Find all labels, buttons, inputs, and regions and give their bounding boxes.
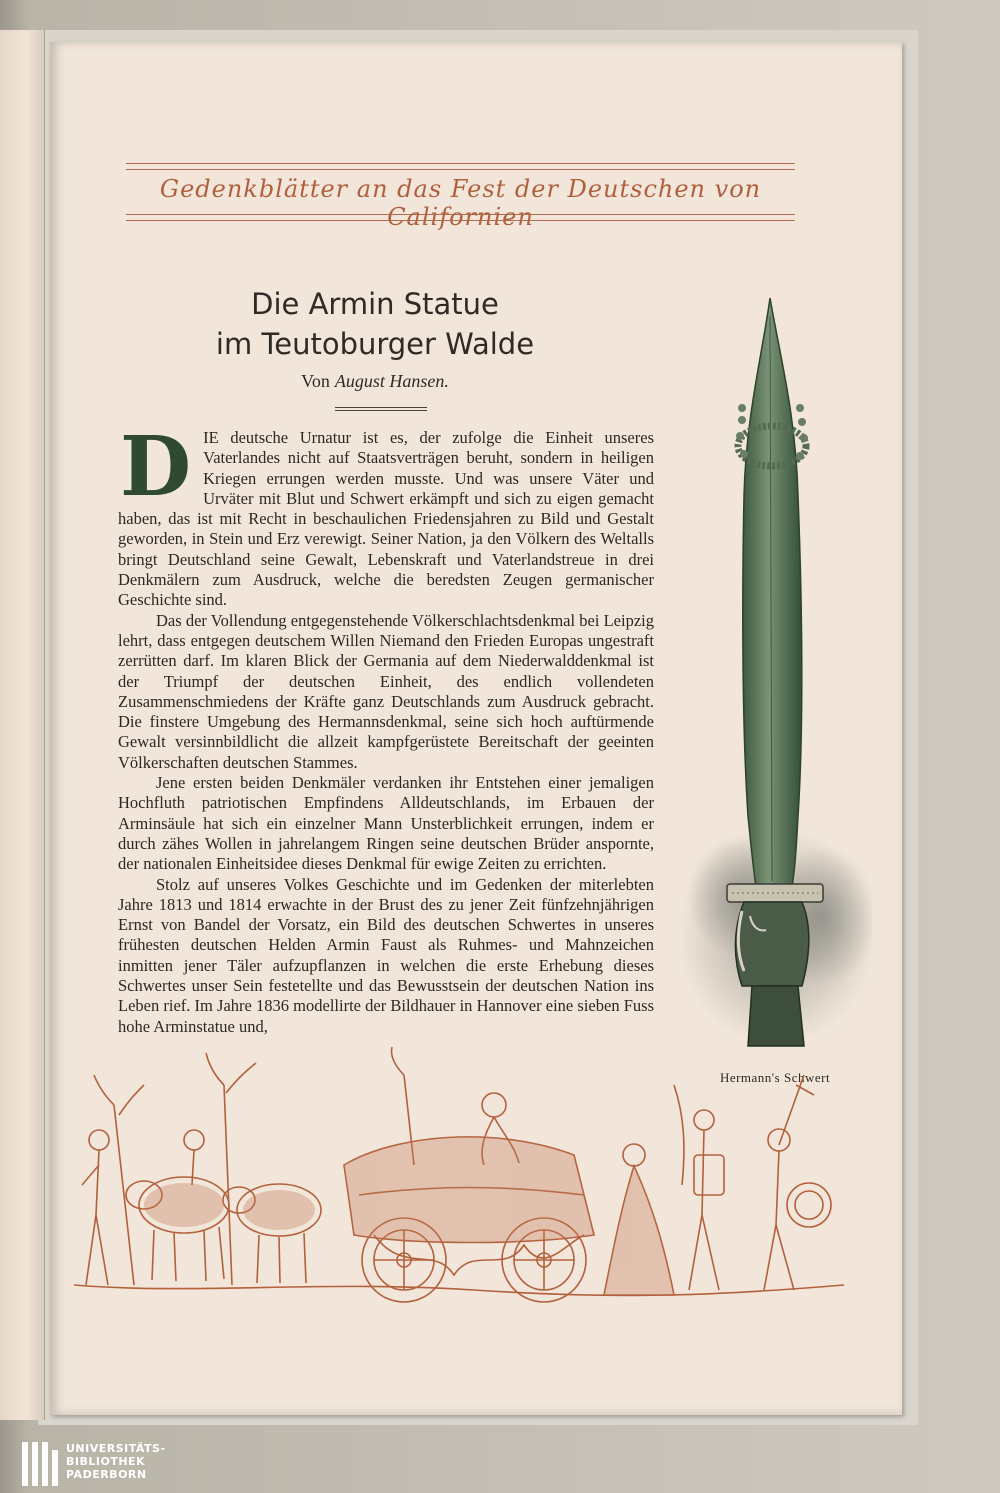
article-body bbox=[118, 419, 654, 1037]
library-name bbox=[66, 1442, 166, 1481]
running-header: Gedenkblätter an das Fest der Deutschen von Californien bbox=[159, 175, 762, 231]
left-page-edge bbox=[0, 30, 45, 1420]
article-title bbox=[180, 284, 570, 364]
article-title-line-2: im Teutoburger Walde bbox=[215, 327, 535, 361]
library-name-line-2: BIBLIOTHEK bbox=[66, 1455, 146, 1468]
library-logo-icon bbox=[20, 1440, 62, 1490]
library-name-line-3: PADERBORN bbox=[66, 1468, 147, 1481]
byline-author: August Hansen. bbox=[334, 371, 449, 391]
paragraph-2: Das der Vollendung entgegenstehende Völkerschlachtsdenkmal bei Leipzig lehrt, dass entgegen deutschem Willen Niemand den Frieden Europas ungestraft zerrütten darf. Im klaren Blick der Germania auf dem Niederwalddenkmal ist der Triumpf der deutschen Einheit, des endlich vollendeten Zusammenschmiedens der Kräfte ganz Deutschlands zum Ausdruck gebracht. Die finstere Umgebung des Hermannsdenkmal, seine sich hoch auftürmende Gewalt versinnbildlicht die allzeit kampfgerüstete Bereitschaft der geeinten Völkerschaften deutschen Stammes. bbox=[118, 610, 654, 772]
paragraph-1: IE deutsche Urnatur ist es, der zufolge die Einheit unseres Vaterlandes nicht auf Staatsverträgen beruht, sondern in heiligen Kriegen errungen werden musste. Und was unsere Väter und Urväter mit Blut und Schwert erkämpft und sich zu eigen gemacht haben, das ist mit Recht in beschaulichen Friedensjahren zu Bild und Gestalt geworden, in Stein und Erz verewigt. Seiner Nation, ja den Völkern des Weltalls bringt Deutschland seine Gewalt, Lebenskraft und Vaterlandstreue in drei Denkmälern zum Ausdruck, welche die beredsten Zeugen germanischer Geschichte sind. bbox=[118, 428, 654, 610]
byline bbox=[180, 371, 570, 392]
header-rule-bottom-2 bbox=[126, 220, 795, 221]
library-logo bbox=[20, 1440, 220, 1490]
illustration-caption: Hermann's Schwert bbox=[719, 1070, 831, 1085]
procession-illustration bbox=[74, 1045, 844, 1335]
byline-prefix: Von bbox=[301, 371, 330, 391]
drop-cap: D bbox=[120, 419, 192, 515]
header-rule-top-1 bbox=[126, 163, 795, 164]
library-name-line-1: UNIVERSITÄTS- bbox=[66, 1442, 166, 1455]
article-title-line-1: Die Armin Statue bbox=[251, 287, 499, 321]
paragraph-3: Jene ersten beiden Denkmäler verdanken ihr Entstehen einer jemaligen Hochfluth patriotischen Empfindens Alldeutschlands, im Erbauen der Arminsäule hat sich ein einzelner Mann Unsterblichkeit errungen, indem er durch zähes Wollen in jahrelangem Ringen seine deutschen Brüder anspornte, der nationalen Einheitsidee dieses Denkmal für ewige Zeiten zu errichten. bbox=[118, 773, 654, 874]
header-rule-top-2 bbox=[126, 169, 795, 170]
header-rule-bottom-1 bbox=[126, 214, 795, 215]
sword-illustration bbox=[682, 296, 872, 1066]
title-divider bbox=[335, 407, 427, 411]
paragraph-4: Stolz auf unseres Volkes Geschichte und im Gedenken der miterlebten Jahre 1813 und 1814 erwachte in der Brust des zu jener Zeit fünfzehnjährigen Ernst von Bandel der Vorsatz, ein Bild des deutschen Schwertes in unseres frühesten deutschen Helden Armin Faust als Ruhmes- und Mahnzeichen inmitten jener Täler aufzupflanzen in welchen die erste Erhebung dieses Schwertes unser Sein festetellte und das Bewusstsein der deutschen Nation ins Leben rief. Im Jahre 1836 modellirte der Bildhauer in Hannover eine sieben Fuss hohe Arminstatue und, bbox=[118, 874, 654, 1036]
